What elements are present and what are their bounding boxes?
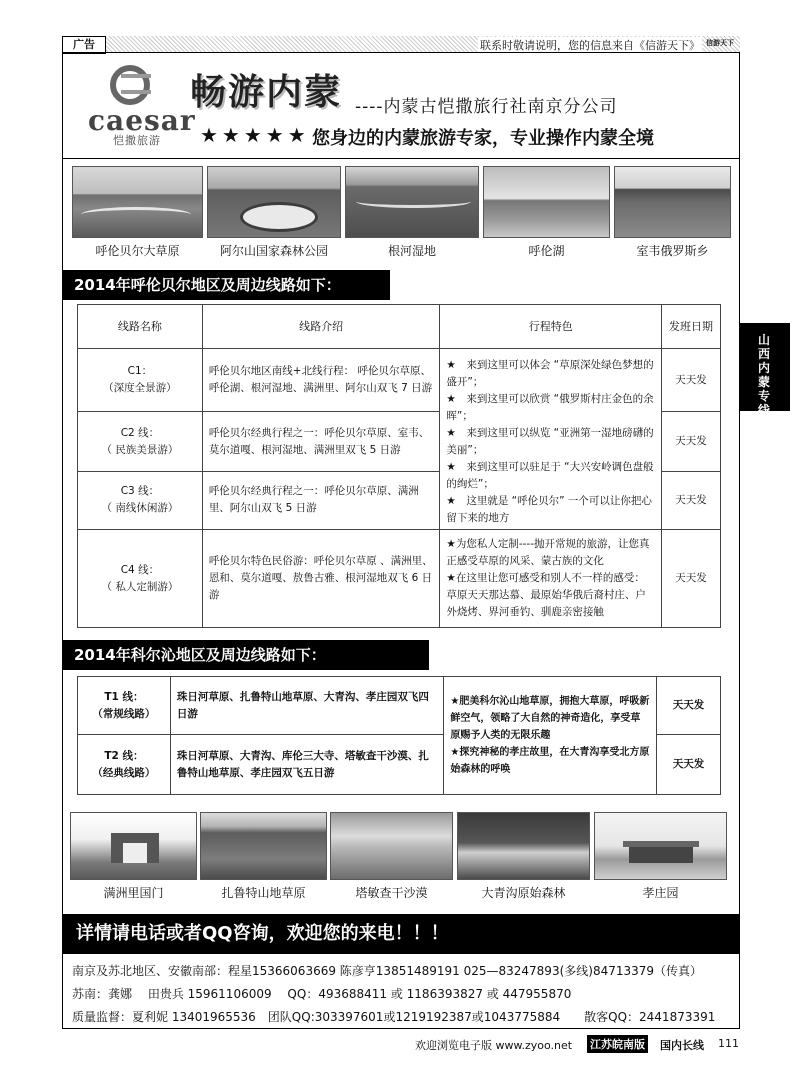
caption-desert: 塔敏查干沙漠	[355, 886, 428, 900]
th-departure: 发班日期	[662, 305, 721, 349]
route-subname: （ 民族美景游）	[101, 443, 179, 456]
photo-shiwei-village	[614, 166, 731, 238]
side-tab	[740, 323, 790, 417]
photo-arxan-forest-park	[207, 166, 341, 238]
footer-section: 国内长线	[660, 1039, 704, 1052]
route-features-c1-c3	[440, 349, 662, 530]
page-number: 111	[718, 1037, 739, 1050]
table-row-c1	[78, 349, 721, 412]
feature-item: ★ 来到这里可以驻足于 “大兴安岭调色盘般的绚烂”；	[446, 461, 654, 490]
side-tab-label: 山西内蒙专线	[758, 333, 771, 417]
table-row-t1	[78, 677, 721, 735]
caption-daqinggou: 大青沟原始森林	[481, 886, 566, 900]
table-header-row	[78, 305, 721, 349]
feature-item: ★探究神秘的孝庄故里，在大青沟享受北方原始森林的呼唤	[450, 747, 650, 775]
rating-stars: ★★★★★	[200, 123, 310, 147]
ad-tag: 广告	[62, 36, 106, 54]
route-intro: 呼伦贝尔地区南线+北线行程： 呼伦贝尔草原、呼伦湖、根河湿地、满洲里、阿尔山双飞 7 日游	[202, 349, 440, 412]
route-name-cell	[78, 677, 171, 735]
route-name-cell	[78, 412, 203, 471]
footer	[415, 1035, 740, 1053]
top-notice: 联系时敬请说明，您的信息来自《信游天下》	[480, 39, 700, 52]
top-brand: 信游天下	[706, 39, 734, 47]
photo-zarut-grassland	[200, 812, 327, 880]
slogan: 您身边的内蒙旅游专家，专业操作内蒙全境	[312, 128, 654, 149]
departure-date: 天天发	[657, 677, 721, 735]
caption-manzhouli: 满洲里国门	[103, 886, 164, 900]
contact-line-quality: 质量监督：夏利妮 13401965536 团队QQ:303397601或1219192387或1043775884 散客QQ：2441873391	[72, 1010, 716, 1024]
feature-item: ★在这里让您可感受和别人不一样的感受：草原天天那达慕、最原始华俄后裔村庄、户外烧烤、界河垂钓、驯鹿亲密接触	[446, 572, 646, 618]
route-intro: 珠日河草原、扎鲁特山地草原、大青沟、孝庄园双飞四日游	[170, 677, 444, 735]
section-title-horqin: 2014年科尔沁地区及周边线路如下：	[62, 640, 429, 670]
route-name-cell	[78, 471, 203, 529]
route-subname: （ 私人定制游）	[101, 580, 179, 593]
caption-genhe: 根河湿地	[387, 244, 436, 258]
route-name-cell	[78, 735, 171, 795]
route-intro: 呼伦贝尔经典行程之一：呼伦贝尔草原、室韦、莫尔道嘎、根河湿地、满洲里双飞 5 日游	[202, 412, 440, 471]
caption-arxan: 阿尔山国家森林公园	[219, 244, 328, 258]
brand-title: 畅游内蒙	[190, 72, 343, 113]
caption-xiaozhuang: 孝庄园	[642, 886, 679, 900]
photo-hulunbuir-grassland	[72, 166, 203, 238]
section-title-hulunbuir: 2014年呼伦贝尔地区及周边线路如下：	[62, 270, 390, 300]
route-subname: （深度全景游）	[103, 382, 177, 395]
route-features-horqin	[444, 677, 657, 795]
route-subname: （经典线路）	[92, 766, 156, 779]
photo-genhe-wetland	[345, 166, 479, 238]
contact-line-nanjing: 南京及苏北地区、安徽南部：程星15366063669 陈彦亨13851489191 025—83247893(多线)84713379（传真）	[72, 964, 703, 978]
route-name-cell	[78, 349, 203, 412]
feature-item: ★ 这里就是 “呼伦贝尔” 一个可以让你把心留下来的地方	[446, 495, 652, 524]
feature-item: ★肥美科尔沁山地草原，拥抱大草原，呼吸新鲜空气，领略了大自然的神奇造化，享受草原赐予人类的无限乐趣	[450, 696, 650, 741]
hulunbuir-routes-table	[77, 304, 721, 628]
photo-hulun-lake	[483, 166, 610, 238]
contact-line-sunan: 苏南：龚娜 田贵兵 15961106009 QQ：493688411 或 1186393827 或 447955870	[72, 987, 572, 1001]
route-name: C3 线：	[120, 485, 160, 498]
caption-hulun-lake: 呼伦湖	[528, 244, 565, 258]
photo-manzhouli-gate	[70, 812, 197, 880]
photo-xiaozhuang-garden	[594, 812, 727, 880]
route-features-c4	[440, 530, 662, 628]
route-name: C1：	[127, 365, 153, 378]
route-name: C4 线：	[120, 563, 160, 576]
footer-edition: 江苏皖南版	[587, 1035, 648, 1053]
route-intro: 呼伦贝尔特色民俗游：呼伦贝尔草原 、满洲里、恩和、莫尔道嘎、敖鲁古雅、根河湿地双飞 6 日游	[202, 530, 440, 628]
header-divider	[62, 158, 740, 159]
feature-item: ★ 来到这里可以欣赏 “俄罗斯村庄金色的余晖”；	[446, 393, 654, 422]
feature-item: ★ 来到这里可以纵览 “亚洲第一湿地磅礴的美丽”；	[446, 427, 654, 456]
route-subname: （常规线路）	[92, 707, 156, 720]
photo-tamin-chagan-desert	[330, 812, 453, 880]
route-intro: 呼伦贝尔经典行程之一：呼伦贝尔草原、满洲里、阿尔山双飞 5 日游	[202, 471, 440, 529]
route-name-cell	[78, 530, 203, 628]
logo-chinese: 恺撒旅游	[113, 134, 161, 147]
contact-cta: 详情请电话或者QQ咨询，欢迎您的来电！！！	[62, 914, 740, 954]
route-subname: （ 南线休闲游）	[101, 502, 179, 515]
caption-zarut: 扎鲁特山地草原	[221, 886, 306, 900]
feature-item: ★ 来到这里可以体会 “草原深处绿色梦想的盛开”；	[446, 359, 654, 388]
caesar-logo-inner	[121, 74, 151, 94]
logo-wordmark: caesar	[88, 104, 196, 137]
route-name: C2 线：	[120, 426, 160, 439]
th-route-name: 线路名称	[78, 305, 203, 349]
departure-date: 天天发	[657, 735, 721, 795]
route-intro: 珠日河草原、大青沟、库伦三大寺、塔敏查干沙漠、扎鲁特山地草原、孝庄园双飞五日游	[170, 735, 444, 795]
th-route-features: 行程特色	[440, 305, 662, 349]
caption-hulunbuir: 呼伦贝尔大草原	[95, 244, 180, 258]
feature-item: ★为您私人定制----抛开常规的旅游，让您真正感受草原的风采、蒙古族的文化	[446, 538, 650, 567]
caption-shiwei: 室韦俄罗斯乡	[636, 244, 709, 258]
departure-date: 天天发	[662, 530, 721, 628]
route-name: T1 线：	[104, 690, 144, 703]
route-name: T2 线：	[104, 749, 144, 762]
table-row-c4	[78, 530, 721, 628]
photo-daqinggou-forest	[457, 812, 590, 880]
company-name: ----内蒙古恺撒旅行社南京分公司	[355, 97, 618, 117]
departure-date: 天天发	[662, 471, 721, 529]
th-route-intro: 线路介绍	[202, 305, 440, 349]
departure-date: 天天发	[662, 349, 721, 412]
footer-browse: 欢迎浏览电子版 www.zyoo.net	[415, 1039, 573, 1052]
departure-date: 天天发	[662, 412, 721, 471]
horqin-routes-table	[77, 676, 721, 795]
